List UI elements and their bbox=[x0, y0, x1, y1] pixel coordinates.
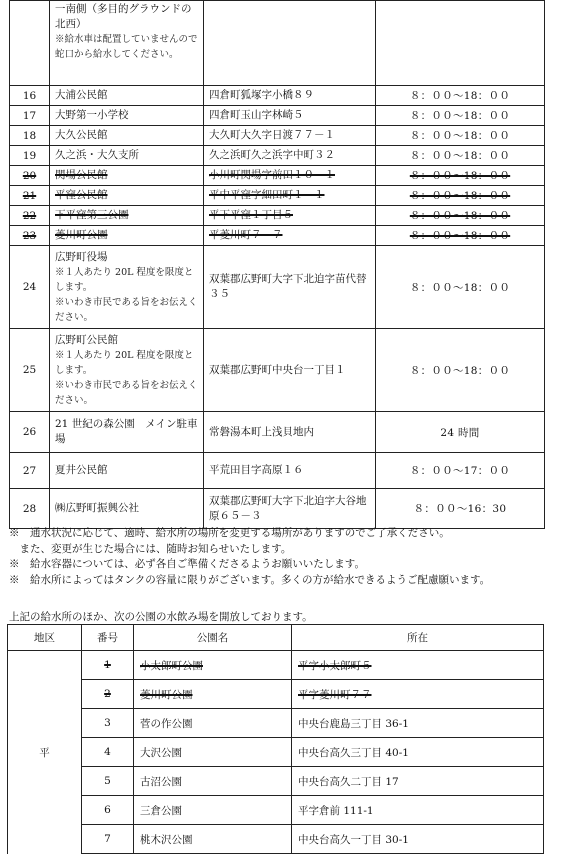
park-name-cell bbox=[134, 825, 292, 854]
park-address: 平字小太郎町５ bbox=[298, 659, 372, 672]
station-address: 双葉郡広野町中央台一丁目１ bbox=[204, 329, 376, 412]
water-station-row bbox=[10, 186, 545, 206]
park-row bbox=[8, 651, 544, 680]
park-number-cell bbox=[82, 825, 134, 854]
station-address: 平下平窪１丁目５ bbox=[204, 206, 376, 226]
park-address-cell bbox=[292, 825, 544, 854]
park-name: 菱川町公園 bbox=[140, 688, 193, 701]
station-note: ※１人あたり 20L 程度を限度とします。 bbox=[55, 349, 194, 376]
park-row bbox=[8, 709, 544, 738]
station-number: 19 bbox=[10, 146, 50, 166]
water-station-row bbox=[10, 1, 545, 86]
station-hours: ８：００～18：００ bbox=[376, 246, 545, 329]
water-station-row bbox=[10, 329, 545, 412]
park-number-cell bbox=[82, 651, 134, 680]
station-number: 24 bbox=[10, 246, 50, 329]
park-name-cell bbox=[134, 709, 292, 738]
station-address: 平荒田目字高原１６ bbox=[204, 453, 376, 489]
station-number: 18 bbox=[10, 126, 50, 146]
notice-block bbox=[9, 526, 559, 588]
station-hours: ８：００～18：００ bbox=[376, 329, 545, 412]
water-station-row bbox=[10, 166, 545, 186]
station-note: ※いわき市民である旨をお伝えください。 bbox=[55, 296, 198, 323]
water-station-row bbox=[10, 246, 545, 329]
station-name-cell bbox=[50, 453, 204, 489]
park-name-cell bbox=[134, 796, 292, 825]
station-address: 小川町関場字前田１０－１ bbox=[204, 166, 376, 186]
station-name: 大浦公民館 bbox=[55, 89, 108, 101]
station-number bbox=[10, 1, 50, 86]
station-address: 常磐湯本町上浅貝地内 bbox=[204, 412, 376, 453]
park-address-cell bbox=[292, 651, 544, 680]
park-number-cell bbox=[82, 767, 134, 796]
station-address: 双葉郡広野町大字下北迫字大谷地原６５－３ bbox=[204, 489, 376, 529]
station-name-cell bbox=[50, 329, 204, 412]
park-number-cell bbox=[82, 796, 134, 825]
water-station-row bbox=[10, 489, 545, 529]
park-number: 7 bbox=[104, 833, 111, 845]
water-station-row bbox=[10, 126, 545, 146]
park-address: 中央台高久二丁目 17 bbox=[298, 775, 399, 788]
station-note: ※いわき市民である旨をお伝えください。 bbox=[55, 379, 198, 406]
water-station-row bbox=[10, 86, 545, 106]
station-address: 平中平窪字細田町１－１ bbox=[204, 186, 376, 206]
station-name-cell bbox=[50, 106, 204, 126]
park-name: 大沢公園 bbox=[140, 746, 182, 759]
station-name-cell bbox=[50, 126, 204, 146]
station-hours: ８：００～18：００ bbox=[376, 226, 545, 246]
station-hours: ８：００～18：００ bbox=[376, 146, 545, 166]
station-number: 26 bbox=[10, 412, 50, 453]
station-address: 四倉町玉山字林崎５ bbox=[204, 106, 376, 126]
station-name: 広野町役場 bbox=[55, 250, 108, 263]
park-number: 6 bbox=[104, 804, 111, 816]
water-station-row bbox=[10, 453, 545, 489]
header-park-name: 公園名 bbox=[134, 625, 292, 651]
park-address: 中央台高久一丁目 30-1 bbox=[298, 833, 409, 846]
station-hours bbox=[376, 1, 545, 86]
water-station-table bbox=[9, 0, 545, 529]
station-number: 16 bbox=[10, 86, 50, 106]
park-address: 中央台高久三丁目 40-1 bbox=[298, 746, 409, 759]
station-name-cell bbox=[50, 206, 204, 226]
station-address: 四倉町狐塚字小橋８９ bbox=[204, 86, 376, 106]
park-row bbox=[8, 680, 544, 709]
park-name: 古沼公園 bbox=[140, 775, 182, 788]
station-hours: ８：００～18：００ bbox=[376, 126, 545, 146]
park-number: 3 bbox=[104, 717, 111, 729]
station-name: 大久公民館 bbox=[55, 129, 108, 141]
park-row bbox=[8, 738, 544, 767]
station-address: 大久町大久字日渡７７－１ bbox=[204, 126, 376, 146]
park-number-cell bbox=[82, 709, 134, 738]
park-row bbox=[8, 767, 544, 796]
notice-line: ※ 給水所によってはタンクの容量に限りがございます。多くの方が給水できるようご配慮願います。 bbox=[9, 573, 491, 586]
station-name-cell bbox=[50, 489, 204, 529]
park-name-cell bbox=[134, 680, 292, 709]
water-station-rows bbox=[10, 1, 545, 529]
park-name-cell bbox=[134, 651, 292, 680]
station-name-cell bbox=[50, 146, 204, 166]
park-address-cell bbox=[292, 680, 544, 709]
park-address-cell bbox=[292, 738, 544, 767]
notice-line: また、変更が生じた場合には、随時お知らせいたします。 bbox=[9, 542, 292, 555]
station-number: 23 bbox=[10, 226, 50, 246]
station-address: 双葉郡広野町大字下北迫字苗代替３５ bbox=[204, 246, 376, 329]
station-name-cell bbox=[50, 166, 204, 186]
park-name: 菅の作公園 bbox=[140, 717, 193, 730]
park-row bbox=[8, 825, 544, 854]
water-station-row bbox=[10, 206, 545, 226]
water-station-row bbox=[10, 226, 545, 246]
station-name-cell bbox=[50, 246, 204, 329]
station-name-cell bbox=[50, 186, 204, 206]
notice-line: ※ 給水容器については、必ず各自ご準備くださるようお願いいたします。 bbox=[9, 558, 365, 570]
park-address: 平字倉前 111-1 bbox=[298, 804, 374, 817]
station-name: 広野町公民館 bbox=[55, 333, 118, 346]
station-name: 菱川町公園 bbox=[55, 229, 108, 241]
station-name: 夏井公民館 bbox=[55, 464, 108, 476]
park-name: 桃木沢公園 bbox=[140, 833, 193, 846]
water-station-row bbox=[10, 106, 545, 126]
station-hours: 24 時間 bbox=[376, 412, 545, 453]
header-address: 所在 bbox=[292, 625, 544, 651]
park-address-cell bbox=[292, 796, 544, 825]
station-hours: ８：００～18：００ bbox=[376, 206, 545, 226]
station-name: ㈱広野町振興公社 bbox=[55, 502, 139, 514]
station-name: 21 世紀の森公園 メイン駐車場 bbox=[55, 418, 198, 445]
station-name: 久之浜・大久支所 bbox=[55, 149, 139, 161]
park-address: 中央台鹿島三丁目 36-1 bbox=[298, 717, 409, 730]
park-address-cell bbox=[292, 767, 544, 796]
station-name: 平窪公民館 bbox=[55, 189, 108, 201]
park-number: 5 bbox=[104, 775, 111, 787]
parks-intro: 上記の給水所のほか、次の公園の水飲み場を開放しております。 bbox=[9, 611, 313, 623]
station-number: 28 bbox=[10, 489, 50, 529]
park-header-row bbox=[8, 625, 544, 651]
header-number: 番号 bbox=[82, 625, 134, 651]
station-address bbox=[204, 1, 376, 86]
station-name-cell bbox=[50, 412, 204, 453]
park-number-cell bbox=[82, 680, 134, 709]
header-area: 地区 bbox=[8, 625, 82, 651]
park-name: 小太郎町公園 bbox=[140, 659, 203, 672]
station-address: 平菱川町７－７ bbox=[204, 226, 376, 246]
station-hours: ８：００～16：30 bbox=[376, 489, 545, 529]
station-number: 21 bbox=[10, 186, 50, 206]
park-name-cell bbox=[134, 738, 292, 767]
notice-line: ※ 通水状況に応じて、適時、給水所の場所を変更する場所がありますのでご了承ください。 bbox=[9, 527, 450, 539]
station-name-cell bbox=[50, 226, 204, 246]
station-name: 下平窪第三公園 bbox=[55, 209, 129, 221]
park-rows bbox=[8, 625, 544, 854]
station-hours: ８：００～18：００ bbox=[376, 186, 545, 206]
station-hours: ８：００～18：００ bbox=[376, 106, 545, 126]
water-station-row bbox=[10, 412, 545, 453]
park-name-cell bbox=[134, 767, 292, 796]
station-number: 25 bbox=[10, 329, 50, 412]
water-station-row bbox=[10, 146, 545, 166]
park-area: 平 bbox=[8, 651, 82, 854]
park-number: 4 bbox=[104, 746, 111, 758]
station-note: ※１人あたり 20L 程度を限度とします。 bbox=[55, 266, 194, 293]
park-number: 2 bbox=[104, 688, 111, 700]
park-name: 三倉公園 bbox=[140, 804, 182, 817]
station-hours: ８：００～18：００ bbox=[376, 86, 545, 106]
station-name: 関場公民館 bbox=[55, 169, 108, 181]
park-number-cell bbox=[82, 738, 134, 767]
station-name: 大野第一小学校 bbox=[55, 109, 129, 121]
station-name: 一南側（多目的グラウンドの北西） bbox=[55, 3, 192, 30]
park-address-cell bbox=[292, 709, 544, 738]
station-name-cell bbox=[50, 1, 204, 86]
station-hours: ８：００～18：００ bbox=[376, 166, 545, 186]
park-fountain-table bbox=[7, 624, 544, 854]
park-row bbox=[8, 796, 544, 825]
station-note: ※給水車は配置していませんので蛇口から給水してください。 bbox=[55, 34, 198, 60]
park-address: 平字菱川町７７ bbox=[298, 688, 372, 701]
park-number: 1 bbox=[104, 659, 111, 671]
station-number: 17 bbox=[10, 106, 50, 126]
station-name-cell bbox=[50, 86, 204, 106]
station-address: 久之浜町久之浜字中町３２ bbox=[204, 146, 376, 166]
station-number: 22 bbox=[10, 206, 50, 226]
station-number: 27 bbox=[10, 453, 50, 489]
station-hours: ８：００～17：００ bbox=[376, 453, 545, 489]
station-number: 20 bbox=[10, 166, 50, 186]
